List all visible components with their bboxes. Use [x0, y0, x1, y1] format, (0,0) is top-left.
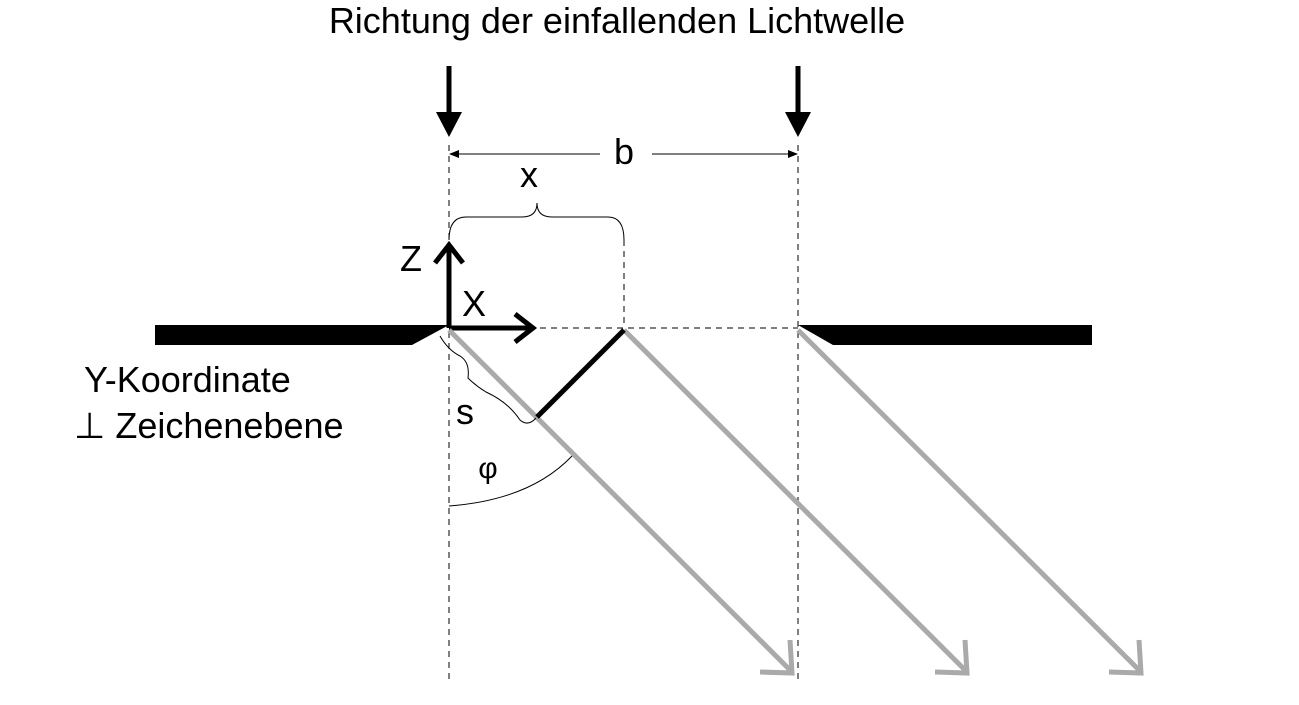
position-label: x [520, 154, 538, 195]
title: Richtung der einfallenden Lichtwelle [328, 0, 906, 41]
slit-width-label: b [613, 131, 635, 172]
diffracted-ray-3 [798, 330, 1141, 673]
angle-label: φ [478, 452, 498, 485]
diffracted-ray-2 [624, 330, 967, 673]
path-difference-brace [440, 336, 536, 423]
y-coordinate-label-line1: Y-Koordinate [84, 359, 291, 400]
x-axis-label: X [462, 283, 487, 324]
z-axis-label: Z [400, 238, 422, 279]
incident-arrow-left [436, 66, 462, 137]
barrier-left [155, 325, 449, 345]
path-difference-segment [537, 330, 624, 417]
angle-arc [449, 456, 572, 506]
z-axis-arrow [435, 245, 463, 328]
incident-arrow-right [785, 66, 811, 137]
diffracted-ray-1 [449, 330, 792, 673]
barrier-right [798, 325, 1092, 345]
path-difference-label: s [456, 391, 474, 432]
y-coordinate-label-line2: ⊥ Zeichenebene [74, 405, 344, 446]
position-brace [449, 203, 624, 240]
